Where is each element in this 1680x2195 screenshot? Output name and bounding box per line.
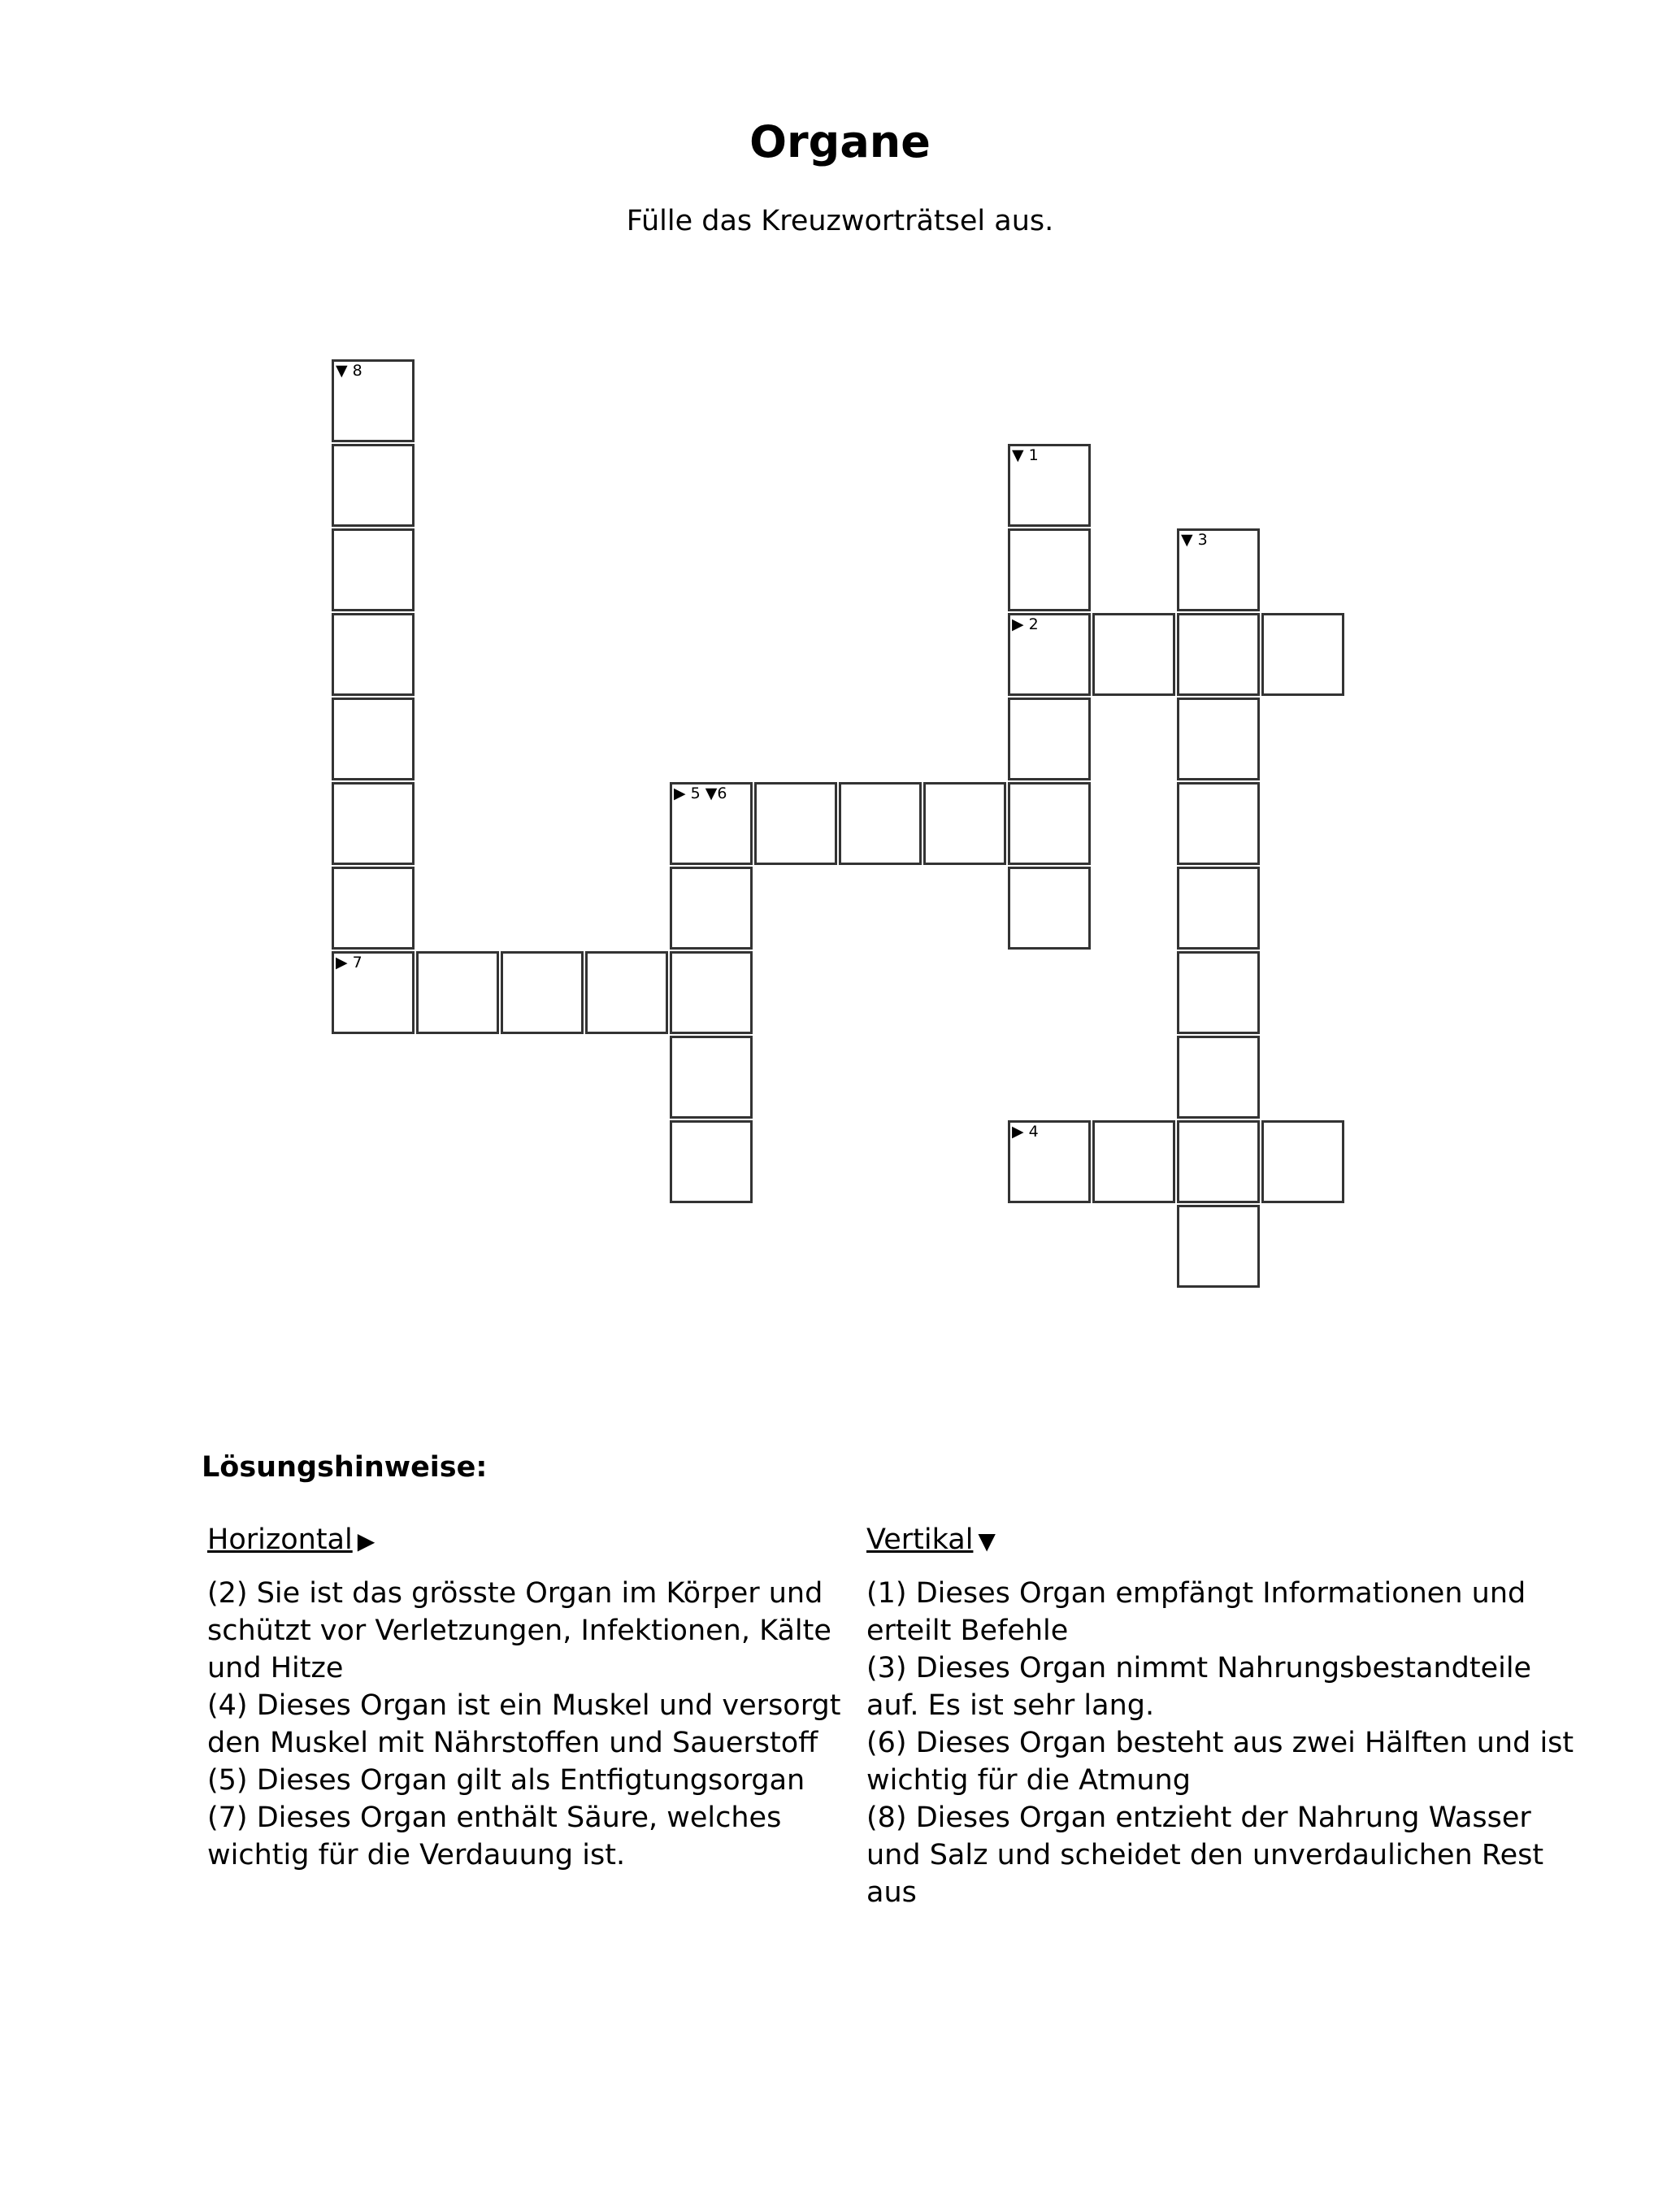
crossword-cell[interactable]	[670, 1036, 753, 1119]
clue-number-label: ▶ 5 ▼6	[674, 785, 727, 802]
crossword-cell[interactable]	[670, 867, 753, 950]
crossword-cell[interactable]	[332, 528, 415, 611]
clues-heading: Lösungshinweise:	[202, 1451, 488, 1484]
arrow-down-icon: ▼	[978, 1528, 996, 1554]
crossword-cell[interactable]	[1177, 1036, 1260, 1119]
clue-line: (1) Dieses Organ empfängt Informationen und	[866, 1577, 1526, 1610]
vertical-clues	[866, 1575, 1574, 1911]
clue-line: (6) Dieses Organ besteht aus zwei Hälften und ist	[866, 1727, 1574, 1759]
crossword-cell[interactable]	[332, 359, 415, 442]
clue-number-label: ▶ 2	[1012, 615, 1039, 633]
crossword-cell[interactable]	[1092, 1120, 1175, 1203]
clue-number-label: ▼ 3	[1181, 531, 1208, 549]
crossword-cell[interactable]	[332, 782, 415, 865]
crossword-cell[interactable]	[332, 867, 415, 950]
clue-line: (2) Sie ist das grösste Organ im Körper und	[207, 1577, 823, 1610]
crossword-cell[interactable]	[1008, 867, 1091, 950]
clue-line: den Muskel mit Nährstoffen und Sauerstoff	[207, 1727, 818, 1759]
clue-line: aus	[866, 1876, 917, 1909]
crossword-cell[interactable]	[670, 1120, 753, 1203]
crossword-cell[interactable]	[923, 782, 1006, 865]
crossword-cell[interactable]	[1092, 613, 1175, 696]
crossword-cell[interactable]	[670, 782, 753, 865]
crossword-cell[interactable]	[1008, 613, 1091, 696]
crossword-cell[interactable]	[1008, 698, 1091, 780]
horizontal-heading	[207, 1523, 376, 1556]
crossword-cell[interactable]	[670, 951, 753, 1034]
crossword-cell[interactable]	[416, 951, 499, 1034]
crossword-cell[interactable]	[1261, 613, 1344, 696]
arrow-right-icon: ▶	[357, 1528, 376, 1554]
crossword-cell[interactable]	[585, 951, 668, 1034]
crossword-cell[interactable]	[1177, 951, 1260, 1034]
clue-line: wichtig für die Atmung	[866, 1764, 1191, 1797]
clue-line: wichtig für die Verdauung ist.	[207, 1839, 626, 1871]
clue-line: und Hitze	[207, 1652, 344, 1684]
clue-number-label: ▼ 8	[336, 362, 362, 380]
crossword-cell[interactable]	[1177, 867, 1260, 950]
horizontal-clues	[207, 1575, 840, 1874]
crossword-cell[interactable]	[332, 698, 415, 780]
clue-line: auf. Es ist sehr lang.	[866, 1689, 1155, 1722]
crossword-cell[interactable]	[332, 613, 415, 696]
crossword-cell[interactable]	[1177, 698, 1260, 780]
crossword-cell[interactable]	[1177, 613, 1260, 696]
crossword-cell[interactable]	[754, 782, 837, 865]
crossword-cell[interactable]	[1008, 1120, 1091, 1203]
crossword-cell[interactable]	[1177, 1205, 1260, 1288]
crossword-cell[interactable]	[501, 951, 584, 1034]
clue-line: schützt vor Verletzungen, Infektionen, Kälte	[207, 1615, 831, 1647]
clue-line: und Salz und scheidet den unverdaulichen Rest	[866, 1839, 1544, 1871]
crossword-cell[interactable]	[1177, 528, 1260, 611]
crossword-cell[interactable]	[1008, 782, 1091, 865]
crossword-cell[interactable]	[332, 951, 415, 1034]
clue-line: (4) Dieses Organ ist ein Muskel und versorgt	[207, 1689, 841, 1722]
clue-number-label: ▼ 1	[1012, 446, 1039, 464]
clue-line: erteilt Befehle	[866, 1615, 1069, 1647]
vertical-heading	[866, 1523, 996, 1556]
clue-line: (8) Dieses Organ entzieht der Nahrung Wasser	[866, 1802, 1531, 1834]
crossword-cell[interactable]	[839, 782, 922, 865]
vertical-title: Vertikal	[866, 1523, 974, 1556]
clue-line: (5) Dieses Organ gilt als Entfigtungsorgan	[207, 1764, 805, 1797]
clue-line: (7) Dieses Organ enthält Säure, welches	[207, 1802, 782, 1834]
clue-number-label: ▶ 4	[1012, 1123, 1039, 1141]
clue-line: (3) Dieses Organ nimmt Nahrungsbestandteile	[866, 1652, 1532, 1684]
crossword-cell[interactable]	[1177, 1120, 1260, 1203]
horizontal-title: Horizontal	[207, 1523, 353, 1556]
clue-number-label: ▶ 7	[336, 954, 362, 971]
crossword-cell[interactable]	[332, 444, 415, 527]
crossword-cell[interactable]	[1008, 444, 1091, 527]
crossword-cell[interactable]	[1261, 1120, 1344, 1203]
crossword-cell[interactable]	[1177, 782, 1260, 865]
crossword-cell[interactable]	[1008, 528, 1091, 611]
page-title: Organe	[749, 116, 931, 167]
page-subtitle: Fülle das Kreuzworträtsel aus.	[626, 205, 1054, 237]
